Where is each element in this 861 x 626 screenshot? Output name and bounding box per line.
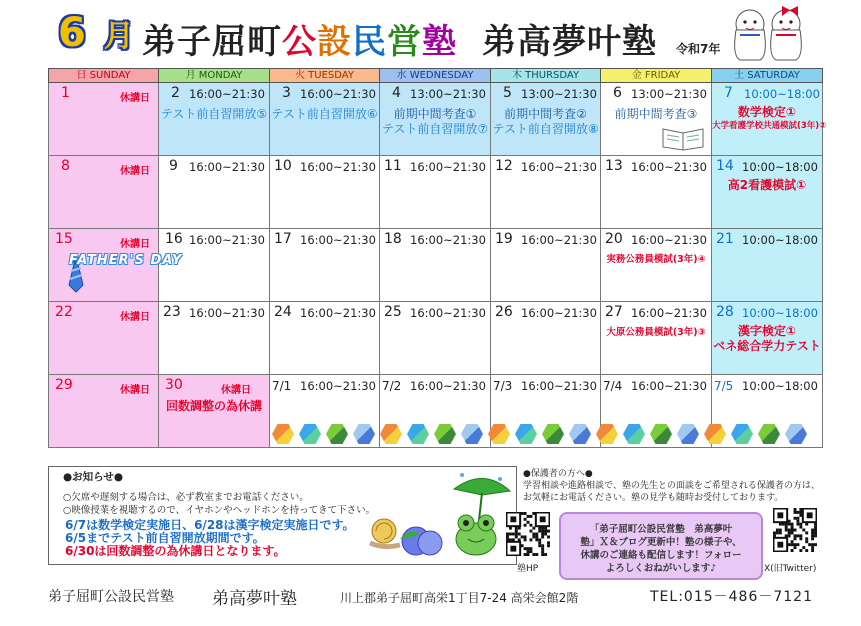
hours-label: 16:00~21:30 [410, 306, 486, 320]
day-number: 3 [282, 85, 291, 101]
day-cell [380, 229, 491, 302]
weekday-sunday: 日 SUNDAY [49, 69, 159, 83]
day-number: 23 [163, 304, 181, 320]
footer-phone: TEL:015－486－7121 [650, 589, 813, 605]
notice-heading: ●お知らせ● [63, 471, 124, 483]
closed-label: 休講日 [120, 239, 150, 250]
guardian-line: 学習相談や進路相談で、塾の先生との面談をご希望される保護者の方は、 [523, 481, 820, 491]
title-char: 公 [282, 22, 317, 62]
qr-pattern [773, 508, 817, 552]
title-char: 子 [177, 22, 212, 62]
calendar-week [49, 229, 823, 302]
hours-label: 10:00~18:00 [742, 379, 818, 393]
day-cell [159, 229, 270, 302]
day-number: 26 [495, 304, 513, 320]
day-number: 14 [716, 158, 734, 174]
hours-label: 16:00~21:30 [189, 306, 265, 320]
hours-label: 10:00~18:00 [744, 87, 820, 101]
notice-line: ○欠席や遅刻する場合は、必ず教室までお電話ください。 [63, 492, 309, 503]
hours-label: 16:00~21:30 [300, 233, 376, 247]
day-number: 28 [716, 304, 734, 320]
day-cell [491, 229, 601, 302]
day-number: 24 [274, 304, 292, 320]
day-cell [159, 302, 270, 375]
event-label: 大原公務員模試(3年)③ [606, 327, 706, 338]
qr-code-x[interactable] [773, 508, 817, 552]
calendar-table [48, 68, 827, 448]
day-cell [159, 375, 270, 448]
event-label: 前期中間考査② [504, 107, 587, 121]
qr-label-homepage: 塾HP [517, 564, 539, 574]
hours-label: 16:00~21:30 [631, 160, 707, 174]
day-cell [380, 302, 491, 375]
day-number: 17 [274, 231, 292, 247]
event-label: テスト前自習開放⑥ [271, 107, 378, 121]
day-number: 9 [169, 158, 178, 174]
qr-code-homepage[interactable] [506, 512, 550, 556]
day-cell [601, 302, 712, 375]
hours-label: 16:00~21:30 [631, 306, 707, 320]
fathers-day-badge [53, 251, 183, 295]
hours-label: 16:00~21:30 [189, 160, 265, 174]
event-label: 高2看護模試① [727, 178, 807, 192]
day-number: 6 [613, 85, 622, 101]
hours-label: 16:00~21:30 [631, 379, 707, 393]
closed-label: 休講日 [120, 312, 150, 323]
era-label: 令和7年 [676, 42, 721, 56]
closed-label: 休講日 [120, 385, 150, 396]
day-number: 27 [605, 304, 623, 320]
hours-label: 16:00~21:30 [521, 160, 597, 174]
promo-line: 「弟子屈町公設民営塾 弟高夢叶 [589, 524, 733, 535]
qr-pattern [506, 512, 550, 556]
day-cell [159, 156, 270, 229]
hours-label: 13:00~21:30 [521, 87, 597, 101]
hours-label: 16:00~21:30 [189, 233, 265, 247]
hours-label: 16:00~21:30 [631, 233, 707, 247]
day-number: 13 [605, 158, 623, 174]
qr-label-x: X(旧Twitter) [764, 564, 817, 574]
hours-label: 16:00~21:30 [521, 379, 597, 393]
day-number: 25 [384, 304, 402, 320]
weekday-saturday: 土 SATURDAY [712, 69, 823, 83]
day-number: 7/3 [493, 379, 513, 393]
event-label: 前期中間考査① [393, 107, 477, 121]
event-label: テスト前自習開放⑦ [381, 122, 489, 136]
day-cell [270, 229, 380, 302]
day-cell [49, 375, 159, 448]
day-number: 7/5 [714, 379, 734, 393]
hours-label: 10:00~18:00 [742, 306, 818, 320]
hours-label: 10:00~18:00 [742, 160, 818, 174]
day-number: 7/4 [603, 379, 623, 393]
month-label: 6 月 [58, 10, 136, 56]
day-number: 16 [165, 231, 183, 247]
title-char: 設 [317, 22, 352, 62]
hours-label: 16:00~21:30 [300, 306, 376, 320]
fathers-day-text: FATHER'S DAY [69, 253, 183, 268]
day-cell [712, 156, 823, 229]
day-cell [270, 83, 380, 156]
day-number: 20 [605, 231, 623, 247]
day-number: 21 [716, 231, 734, 247]
day-number: 29 [55, 377, 73, 393]
weekday-wednesday: 水 WEDNESDAY [380, 69, 491, 83]
title-char: 弟 [142, 22, 177, 62]
event-label: 回数調整の為休講 [165, 399, 262, 413]
hours-label: 13:00~21:30 [410, 87, 486, 101]
weekday-monday: 月 MONDAY [159, 69, 270, 83]
day-cell [491, 156, 601, 229]
closed-label: 休講日 [221, 385, 251, 396]
day-number: 5 [503, 85, 512, 101]
footer-school-name-2: 弟高夢叶塾 [212, 589, 297, 609]
day-cell [49, 302, 159, 375]
title-char: 塾 [422, 22, 457, 62]
footer-school-name: 弟子屈町公設民営塾 [48, 589, 174, 605]
promo-line: 休講のご連絡も配信します！フォロー [580, 550, 742, 561]
hours-label: 16:00~21:30 [521, 233, 597, 247]
hours-label: 16:00~21:30 [189, 87, 265, 101]
day-cell [712, 83, 827, 156]
hours-label: 16:00~21:30 [410, 233, 486, 247]
day-number: 30 [165, 377, 183, 393]
event-label: テスト前自習開放⑤ [160, 107, 268, 121]
title-char: 民 [352, 22, 387, 62]
school-title-2: 弟高夢叶塾 [482, 22, 657, 62]
closed-label: 休講日 [120, 93, 150, 104]
hours-label: 16:00~21:30 [300, 160, 376, 174]
footer-address: 川上郡弟子屈町高栄1丁目7-24 高栄会館2階 [340, 591, 579, 605]
event-label: 数学検定① [737, 105, 797, 119]
guardian-note [517, 466, 821, 506]
day-cell [380, 83, 491, 156]
day-cell [712, 302, 823, 375]
day-cell [380, 156, 491, 229]
teru-teru-bozu-illustration [728, 4, 808, 66]
hours-label: 16:00~21:30 [410, 160, 486, 174]
day-number: 22 [55, 304, 73, 320]
hours-label: 10:00~18:00 [742, 233, 818, 247]
title-char: 屈 [212, 22, 247, 62]
calendar-week [49, 156, 823, 229]
sns-promo-box [559, 512, 763, 580]
day-number: 18 [384, 231, 402, 247]
calendar-week [49, 83, 823, 156]
day-number: 7 [724, 85, 733, 101]
event-label: 前期中間考査③ [614, 107, 698, 121]
title-char: 町 [247, 22, 282, 62]
day-number: 7/2 [382, 379, 402, 393]
frog-snail-illustration [354, 469, 514, 563]
notice-box [48, 466, 517, 565]
promo-line: よろしくおねがいします♪ [605, 563, 717, 574]
notice-line: ○映像授業を視聴するので、イヤホンやヘッドホンを持ってきて下さい。 [63, 505, 376, 516]
weekday-friday: 金 FRIDAY [601, 69, 712, 83]
event-label: 漢字検定① [737, 324, 797, 338]
hours-label: 16:00~21:30 [521, 306, 597, 320]
hours-label: 13:00~21:30 [631, 87, 707, 101]
day-cell [601, 83, 712, 156]
day-number: 19 [495, 231, 513, 247]
day-cell [49, 83, 159, 156]
hours-label: 16:00~21:30 [300, 87, 376, 101]
guardian-line: お気軽にお電話ください。塾の見学も随時お受付しております。 [523, 493, 784, 503]
day-cell [491, 83, 601, 156]
event-label: ベネ総合学力テスト [713, 339, 821, 353]
day-number: 2 [171, 85, 180, 101]
day-number: 15 [55, 231, 73, 247]
weekday-thursday: 木 THURSDAY [491, 69, 601, 83]
day-cell [270, 156, 380, 229]
event-label: テスト前自習開放⑧ [492, 122, 599, 136]
closed-label: 休講日 [120, 166, 150, 177]
weekday-tuesday: 火 TUESDAY [270, 69, 380, 83]
guardian-heading: ●保護者の方へ● [523, 469, 593, 479]
day-number: 10 [274, 158, 292, 174]
day-cell [601, 156, 712, 229]
day-cell [270, 302, 380, 375]
day-cell [159, 83, 270, 156]
school-title [142, 14, 457, 63]
day-number: 7/1 [272, 379, 292, 393]
notice-bold-line: 6/5までテスト前自習開放期間です。 [65, 531, 265, 545]
day-number: 8 [61, 158, 70, 174]
calendar-week [49, 302, 823, 375]
hours-label: 16:00~21:30 [300, 379, 376, 393]
book-icon [661, 123, 705, 151]
day-cell [49, 156, 159, 229]
hours-label: 16:00~21:30 [410, 379, 486, 393]
event-label: 実務公務員模試(3年)④ [606, 254, 706, 265]
day-number: 4 [392, 85, 401, 101]
header [0, 0, 861, 68]
day-cell [491, 302, 601, 375]
day-number: 1 [61, 85, 70, 101]
title-char: 営 [387, 22, 422, 62]
day-number: 12 [495, 158, 513, 174]
day-cell [712, 229, 823, 302]
notice-bold-line: 6/30は回数調整の為休講日となります。 [65, 544, 286, 558]
day-cell [601, 229, 712, 302]
promo-line: 塾」Ｘ＆ブログ更新中！塾の様子や、 [580, 537, 742, 548]
weekday-header-row [49, 69, 823, 83]
day-number: 11 [384, 158, 402, 174]
notice-bold-line: 6/7は数学検定実施日、6/28は漢字検定実施日です。 [65, 518, 355, 532]
event-label: 大学看護学校共通模試(3年)② [712, 121, 827, 131]
